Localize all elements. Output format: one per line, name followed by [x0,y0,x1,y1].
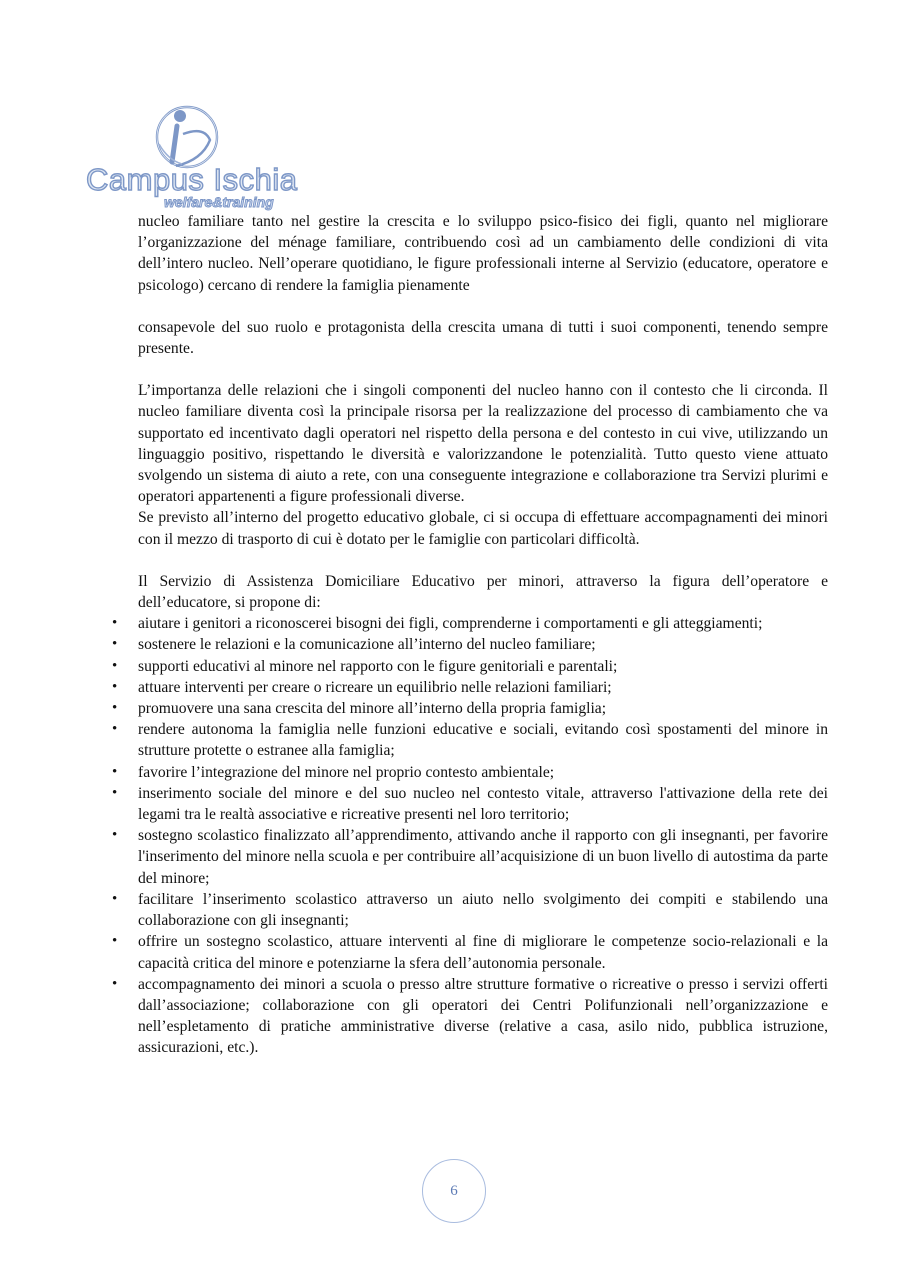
list-item [112,931,828,973]
list-item [112,677,828,698]
bullet-icon: • [112,763,118,780]
list-item-text: promuovere una sana crescita del minore all’interno della propria famiglia; [138,700,607,718]
list-item-text: sostegno scolastico finalizzato all’apprendimento, attivando anche il rapporto con gli insegnanti, per favorire l'inserimento del minore nella scuola e per contribuire all’acquisizione di un buon livello di autostima da parte del minore; [138,827,828,887]
logo-subtitle: welfare&training [164,194,274,210]
bullet-icon: • [112,615,118,632]
list-item [112,825,828,889]
list-item-text: attuare interventi per creare o ricreare un equilibrio nelle relazioni familiari; [138,678,612,696]
list-item [112,656,828,677]
bullet-icon: • [112,700,118,717]
paragraph-relazioni: L’importanza delle relazioni che i singoli componenti del nucleo hanno con il contesto che li circonda. Il nucleo familiare diventa così la principale risorsa per la realizzazione del processo di cambiamento che va supportato ed incentivato dagli operatori nel rispetto della persona e del contesto in cui vive, utilizzando un linguaggio positivo, rispettando le diversità e valorizzandone le potenzialità. Tutto questo viene attuato svolgendo un sistema di aiuto a rete, con una conseguente integrazione e collaborazione tra Servizi plurimi e operatori appartenenti a figure professionali diverse. [138,382,828,506]
list-item [112,719,828,761]
list-item-text: rendere autonoma la famiglia nelle funzioni educative e sociali, evitando così spostamenti del minore in strutture protette o estranee alla famiglia; [138,721,828,760]
list-item-text: favorire l’integrazione del minore nel proprio contesto ambientale; [138,763,555,781]
paragraph-accompagnamenti: Se previsto all’interno del progetto educativo globale, ci si occupa di effettuare accompagnamenti dei minori con il mezzo di trasporto di cui è dotato per le famiglie con particolari difficoltà. [138,509,828,548]
list-item-text: offrire un sostegno scolastico, attuare interventi al fine di migliorare le competenze socio-relazionali e la capacità critica del minore e potenziarne la sfera dell’autonomia personale. [138,933,828,972]
list-item [112,889,828,931]
paragraph-servizio: Il Servizio di Assistenza Domiciliare Educativo per minori, attraverso la figura dell’operatore e dell’educatore, si propone di: [138,572,828,612]
bullet-icon: • [112,975,118,992]
document-body [112,211,828,1059]
list-item-text: sostenere le relazioni e la comunicazione all’interno del nucleo familiare; [138,636,596,654]
objectives-list [112,613,828,1058]
bullet-icon: • [112,890,118,907]
list-item [112,634,828,655]
list-item [112,762,828,783]
list-item-text: inserimento sociale del minore e del suo nucleo nel contesto vitale, attraverso l'attivazione della rete dei legami tra le realtà associative e ricreative presenti nel loro territorio; [138,784,828,824]
list-item-text: supporti educativi al minore nel rapporto con le figure genitoriali e parentali; [138,657,618,675]
paragraph-nucleo: nucleo familiare tanto nel gestire la crescita e lo sviluppo psico-fisico dei figli, quanto nel migliorare l’organizzazione del ménage familiare, contribuendo così ad un cambiamento delle condizioni di vita dell’intero nucleo. Nell’operare quotidiano, le figure professionali interne al Servizio (educatore, operatore e psicologo) cercano di rendere la famiglia pienamente [138,213,828,294]
bullet-icon: • [112,933,118,950]
page-number: 6 [450,1183,458,1199]
bullet-icon: • [112,636,118,653]
bullet-icon: • [112,657,118,674]
list-item [112,783,828,825]
bullet-icon: • [112,827,118,844]
list-item-text: facilitare l’inserimento scolastico attraverso un aiuto nello svolgimento dei compiti e stabilendo una collaborazione con gli insegnanti; [138,890,828,930]
bullet-icon: • [112,678,118,695]
paragraph-consapevole: consapevole del suo ruolo e protagonista della crescita umana di tutti i suoi componenti, tenendo sempre presente. [138,318,828,358]
list-item [112,974,828,1059]
page-number-badge [422,1159,486,1223]
list-item [112,698,828,719]
list-item [112,613,828,634]
list-item-text: accompagnamento dei minori a scuola o presso altre strutture formative o ricreative o presso i servizi offerti dall’associazione; collaborazione con gli operatori dei Centri Polifunzionali nell’organizzazione e nell’espletamento di pratiche amministrative diverse (relative a casa, asilo nido, pubblica istruzione, assicurazioni, etc.). [138,975,828,1057]
logo-title: Campus Ischia [86,162,298,197]
bullet-icon: • [112,721,118,738]
bullet-icon: • [112,784,118,801]
campus-ischia-logo [84,104,306,214]
list-item-text: aiutare i genitori a riconoscerei bisogni dei figli, comprenderne i comportamenti e gli atteggiamenti; [138,615,763,633]
